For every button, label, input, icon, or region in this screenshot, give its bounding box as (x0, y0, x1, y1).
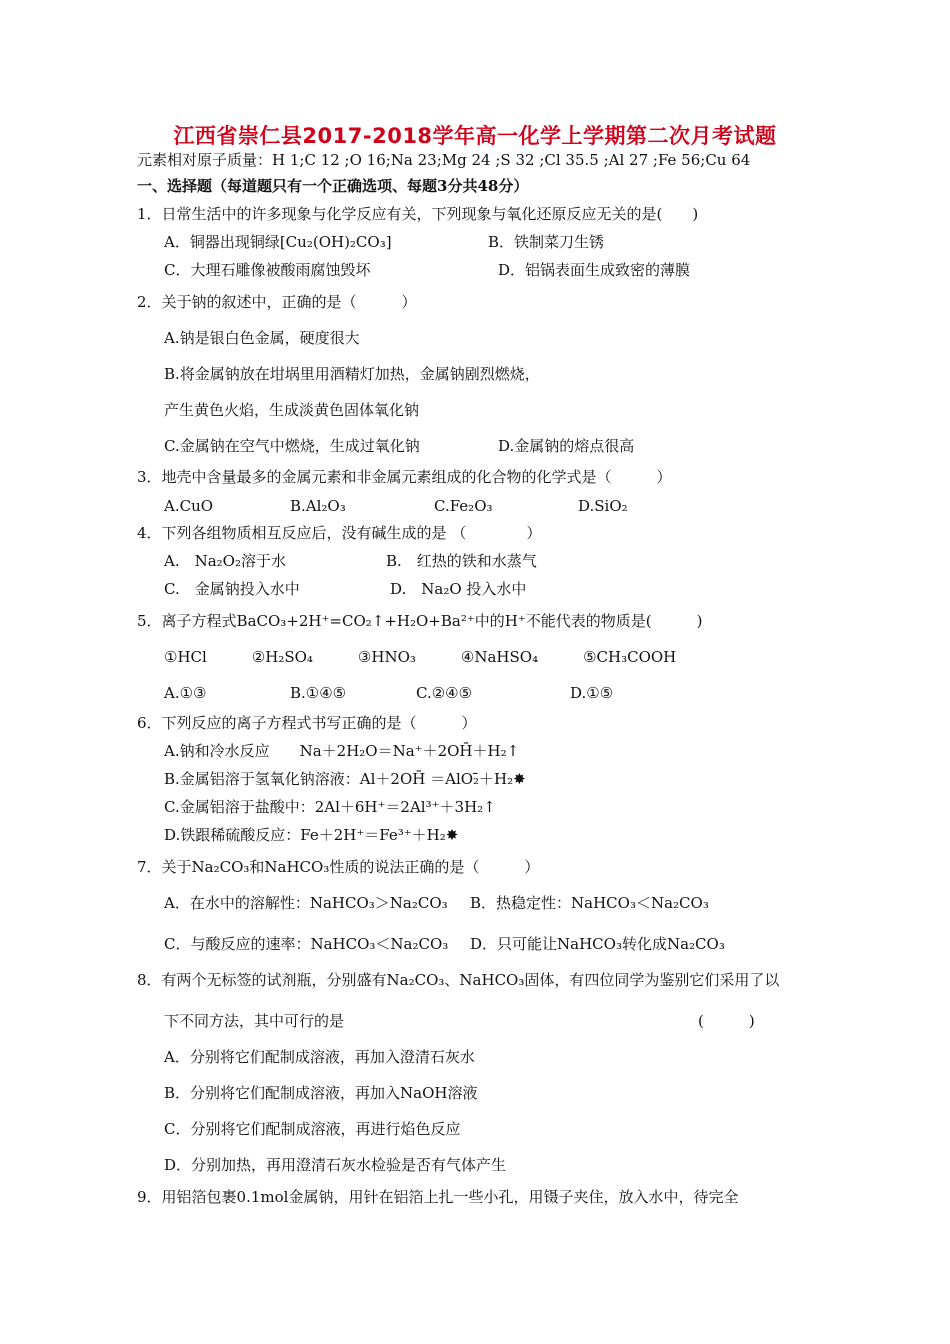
question-2-option-b-line1: B.将金属钠放在坩埚里用酒精灯加热，金属钠剧烈燃烧， (164, 365, 540, 383)
question-6-option-b: B.金属铝溶于氢氧化钠溶液：Al＋2OH̄ ＝AlO₂̄＋H₂✸ (164, 770, 526, 788)
question-8-option-d: D．分别加热，再用澄清石灰水检验是否有气体产生 (164, 1156, 507, 1174)
question-4-option-b: B. 红热的铁和水蒸气 (386, 552, 537, 570)
question-8-option-c: C．分别将它们配制成溶液，再进行焰色反应 (164, 1120, 461, 1138)
question-2-stem: 2．关于钠的叙述中，正确的是（ ） (137, 293, 417, 311)
question-3-option-c: C.Fe₂O₃ (434, 497, 493, 515)
question-4-option-c: C. 金属钠投入水中 (164, 580, 300, 598)
exam-title: 江西省崇仁县2017-2018学年高一化学上学期第二次月考试题 (173, 124, 777, 148)
question-1-option-b: B．铁制菜刀生锈 (488, 233, 605, 251)
question-6-option-c: C.金属铝溶于盐酸中：2Al＋6H⁺＝2Al³⁺＋3H₂↑ (164, 798, 496, 816)
question-6-option-d: D.铁跟稀硫酸反应：Fe＋2H⁺＝Fe³⁺＋H₂✸ (164, 826, 459, 844)
question-1-option-c: C．大理石雕像被酸雨腐蚀毁坏 (164, 261, 371, 279)
question-7-option-a: A．在水中的溶解性：NaHCO₃＞Na₂CO₃ (164, 894, 448, 912)
question-7-option-d: D．只可能让NaHCO₃转化成Na₂CO₃ (470, 935, 725, 953)
question-6-stem: 6．下列反应的离子方程式书写正确的是（ ） (137, 714, 477, 732)
question-1-stem: 1．日常生活中的许多现象与化学反应有关，下列现象与氧化还原反应无关的是( ) (137, 205, 699, 223)
question-2-option-d: D.金属钠的熔点很高 (498, 437, 635, 455)
question-5-option-b: B.①④⑤ (290, 684, 347, 702)
question-5-substances: ①HCl ②H₂SO₄ ③HNO₃ ④NaHSO₄ ⑤CH₃COOH (164, 648, 677, 666)
question-4-stem: 4．下列各组物质相互反应后，没有碱生成的是 （ ） (137, 524, 542, 542)
question-8-option-b: B．分别将它们配制成溶液，再加入NaOH溶液 (164, 1084, 478, 1102)
question-1-option-a: A．铜器出现铜绿[Cu₂(OH)₂CO₃] (164, 233, 392, 251)
section-heading: 一、选择题（每道题只有一个正确选项、每题3分共48分） (137, 177, 529, 195)
atomic-mass-line: 元素相对原子质量：H 1;C 12 ;O 16;Na 23;Mg 24 ;S 32 ;Cl 35.5 ;Al 27 ;Fe 56;Cu 64 (137, 151, 751, 169)
question-5-option-c: C.②④⑤ (416, 684, 473, 702)
question-2-option-b-line2: 产生黄色火焰，生成淡黄色固体氧化钠 (164, 401, 420, 419)
question-4-option-a: A. Na₂O₂溶于水 (164, 552, 286, 570)
question-8-option-a: A．分别将它们配制成溶液，再加入澄清石灰水 (164, 1048, 475, 1066)
question-9-stem: 9．用铝箔包裹0.1mol金属钠，用针在铝箔上扎一些小孔，用镊子夹住，放入水中，待完全 (137, 1188, 739, 1206)
question-8-stem-line1: 8．有两个无标签的试剂瓶，分别盛有Na₂CO₃、NaHCO₃固体，有四位同学为鉴别它们采用了以 (137, 971, 780, 989)
question-3-stem: 3．地壳中含量最多的金属元素和非金属元素组成的化合物的化学式是（ ） (137, 468, 672, 486)
question-2-option-c: C.金属钠在空气中燃烧，生成过氧化钠 (164, 437, 420, 455)
question-5-stem: 5．离子方程式BaCO₃+2H⁺=CO₂↑+H₂O+Ba²⁺中的H⁺不能代表的物质是( ) (137, 612, 703, 630)
question-7-stem: 7．关于Na₂CO₃和NaHCO₃性质的说法正确的是（ ） (137, 858, 540, 876)
question-5-option-d: D.①⑤ (570, 684, 614, 702)
question-8-stem-line2: 下不同方法，其中可行的是 (164, 1012, 345, 1030)
question-7-option-c: C．与酸反应的速率：NaHCO₃＜Na₂CO₃ (164, 935, 449, 953)
question-5-option-a: A.①③ (164, 684, 207, 702)
question-2-option-a: A.钠是银白色金属，硬度很大 (164, 329, 360, 347)
question-4-option-d: D. Na₂O 投入水中 (390, 580, 527, 598)
question-8-answer-paren: ( ) (698, 1012, 755, 1030)
question-3-option-b: B.Al₂O₃ (290, 497, 346, 515)
question-1-option-d: D．铝锅表面生成致密的薄膜 (498, 261, 691, 279)
question-3-option-a: A.CuO (164, 497, 214, 515)
question-6-option-a: A.钠和冷水反应 Na＋2H₂O＝Na⁺＋2OH̄＋H₂↑ (164, 742, 520, 760)
question-3-option-d: D.SiO₂ (578, 497, 628, 515)
question-7-option-b: B．热稳定性：NaHCO₃＜Na₂CO₃ (470, 894, 709, 912)
